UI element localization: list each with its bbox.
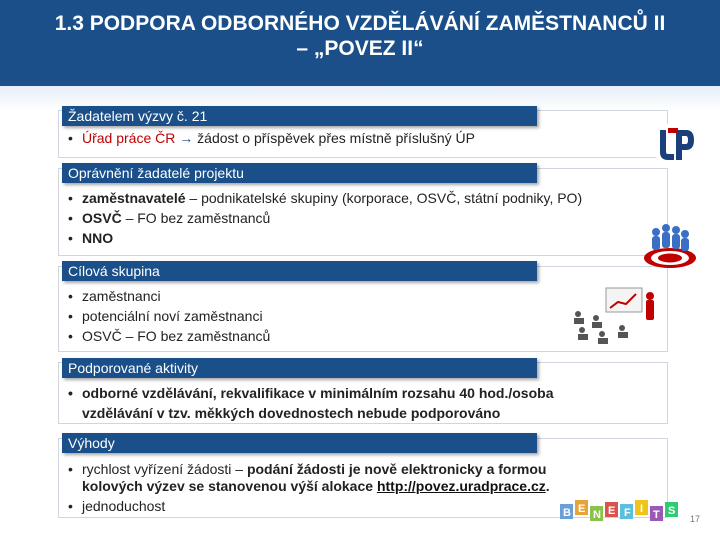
bullet-osvc-target: • OSVČ – FO bez zaměstnanců [68,326,270,346]
page-title-line-1: 1.3 PODPORA ODBORNÉHO VZDĚLÁVÁNÍ ZAMĚSTNANCŮ II [54,12,666,35]
benefits-blocks [558,498,682,524]
benefit-block [575,500,588,515]
section-benefits-header: Výhody [62,433,537,453]
benefit-block [560,504,573,519]
svg-text:N: N [593,509,601,521]
page-title-line-2: – „POVEZ II“ [296,37,424,60]
bullet-new-employees: • potenciální noví zaměstnanci [68,306,263,326]
benefit-block [590,506,603,521]
bullet-employers: • zaměstnavatelé – podnikatelské skupiny (korporace, OSVČ, státní podniky, PO) [68,188,582,208]
bullet-speed: • rychlost vyřízení žádosti – podání žádosti je nově elektronicky a formou [68,459,546,479]
target-people-icon [642,218,698,270]
bullet-osvc: • OSVČ – FO bez zaměstnanců [68,208,270,228]
bullet-employees: • zaměstnanci [68,286,161,306]
section-eligible-header: Oprávnění žadatelé projektu [62,163,537,183]
classroom-icon [570,284,662,346]
bullet-applicant: • Úřad práce ČR → žádost o příspěvek přes místně příslušný ÚP [68,128,475,148]
svg-text:E: E [608,505,616,517]
bullet-speed-cont: kolových výzev se stanovenou výší alokace http://povez.uradprace.cz. [82,478,550,494]
section-applicant-header: Žadatelem výzvy č. 21 [62,106,537,126]
section-activities-header: Podporované aktivity [62,358,537,378]
benefit-block [665,502,678,517]
bullet-nno: • NNO [68,228,113,248]
bullet-training: • odborné vzdělávání, rekvalifikace v minimálním rozsahu 40 hod./osoba [68,383,553,403]
section-target-header: Cílová skupina [62,261,537,281]
svg-text:E: E [578,503,586,515]
povez-link[interactable]: http://povez.uradprace.cz [376,478,546,494]
bullet-simplicity: • jednoduchost [68,496,165,516]
benefit-block [620,504,633,519]
svg-text:S: S [668,505,676,517]
svg-text:B: B [563,507,571,519]
svg-text:I: I [640,503,644,515]
svg-text:T: T [653,509,660,521]
benefit-block [635,500,648,515]
up-logo [656,124,696,164]
benefit-block [605,502,618,517]
title-bar [0,0,720,86]
page-number: 17 [690,514,701,524]
svg-text:F: F [624,507,631,519]
benefit-block [650,506,663,521]
bullet-training-cont: vzdělávání v tzv. měkkých dovednostech nebude podporováno [82,405,501,421]
